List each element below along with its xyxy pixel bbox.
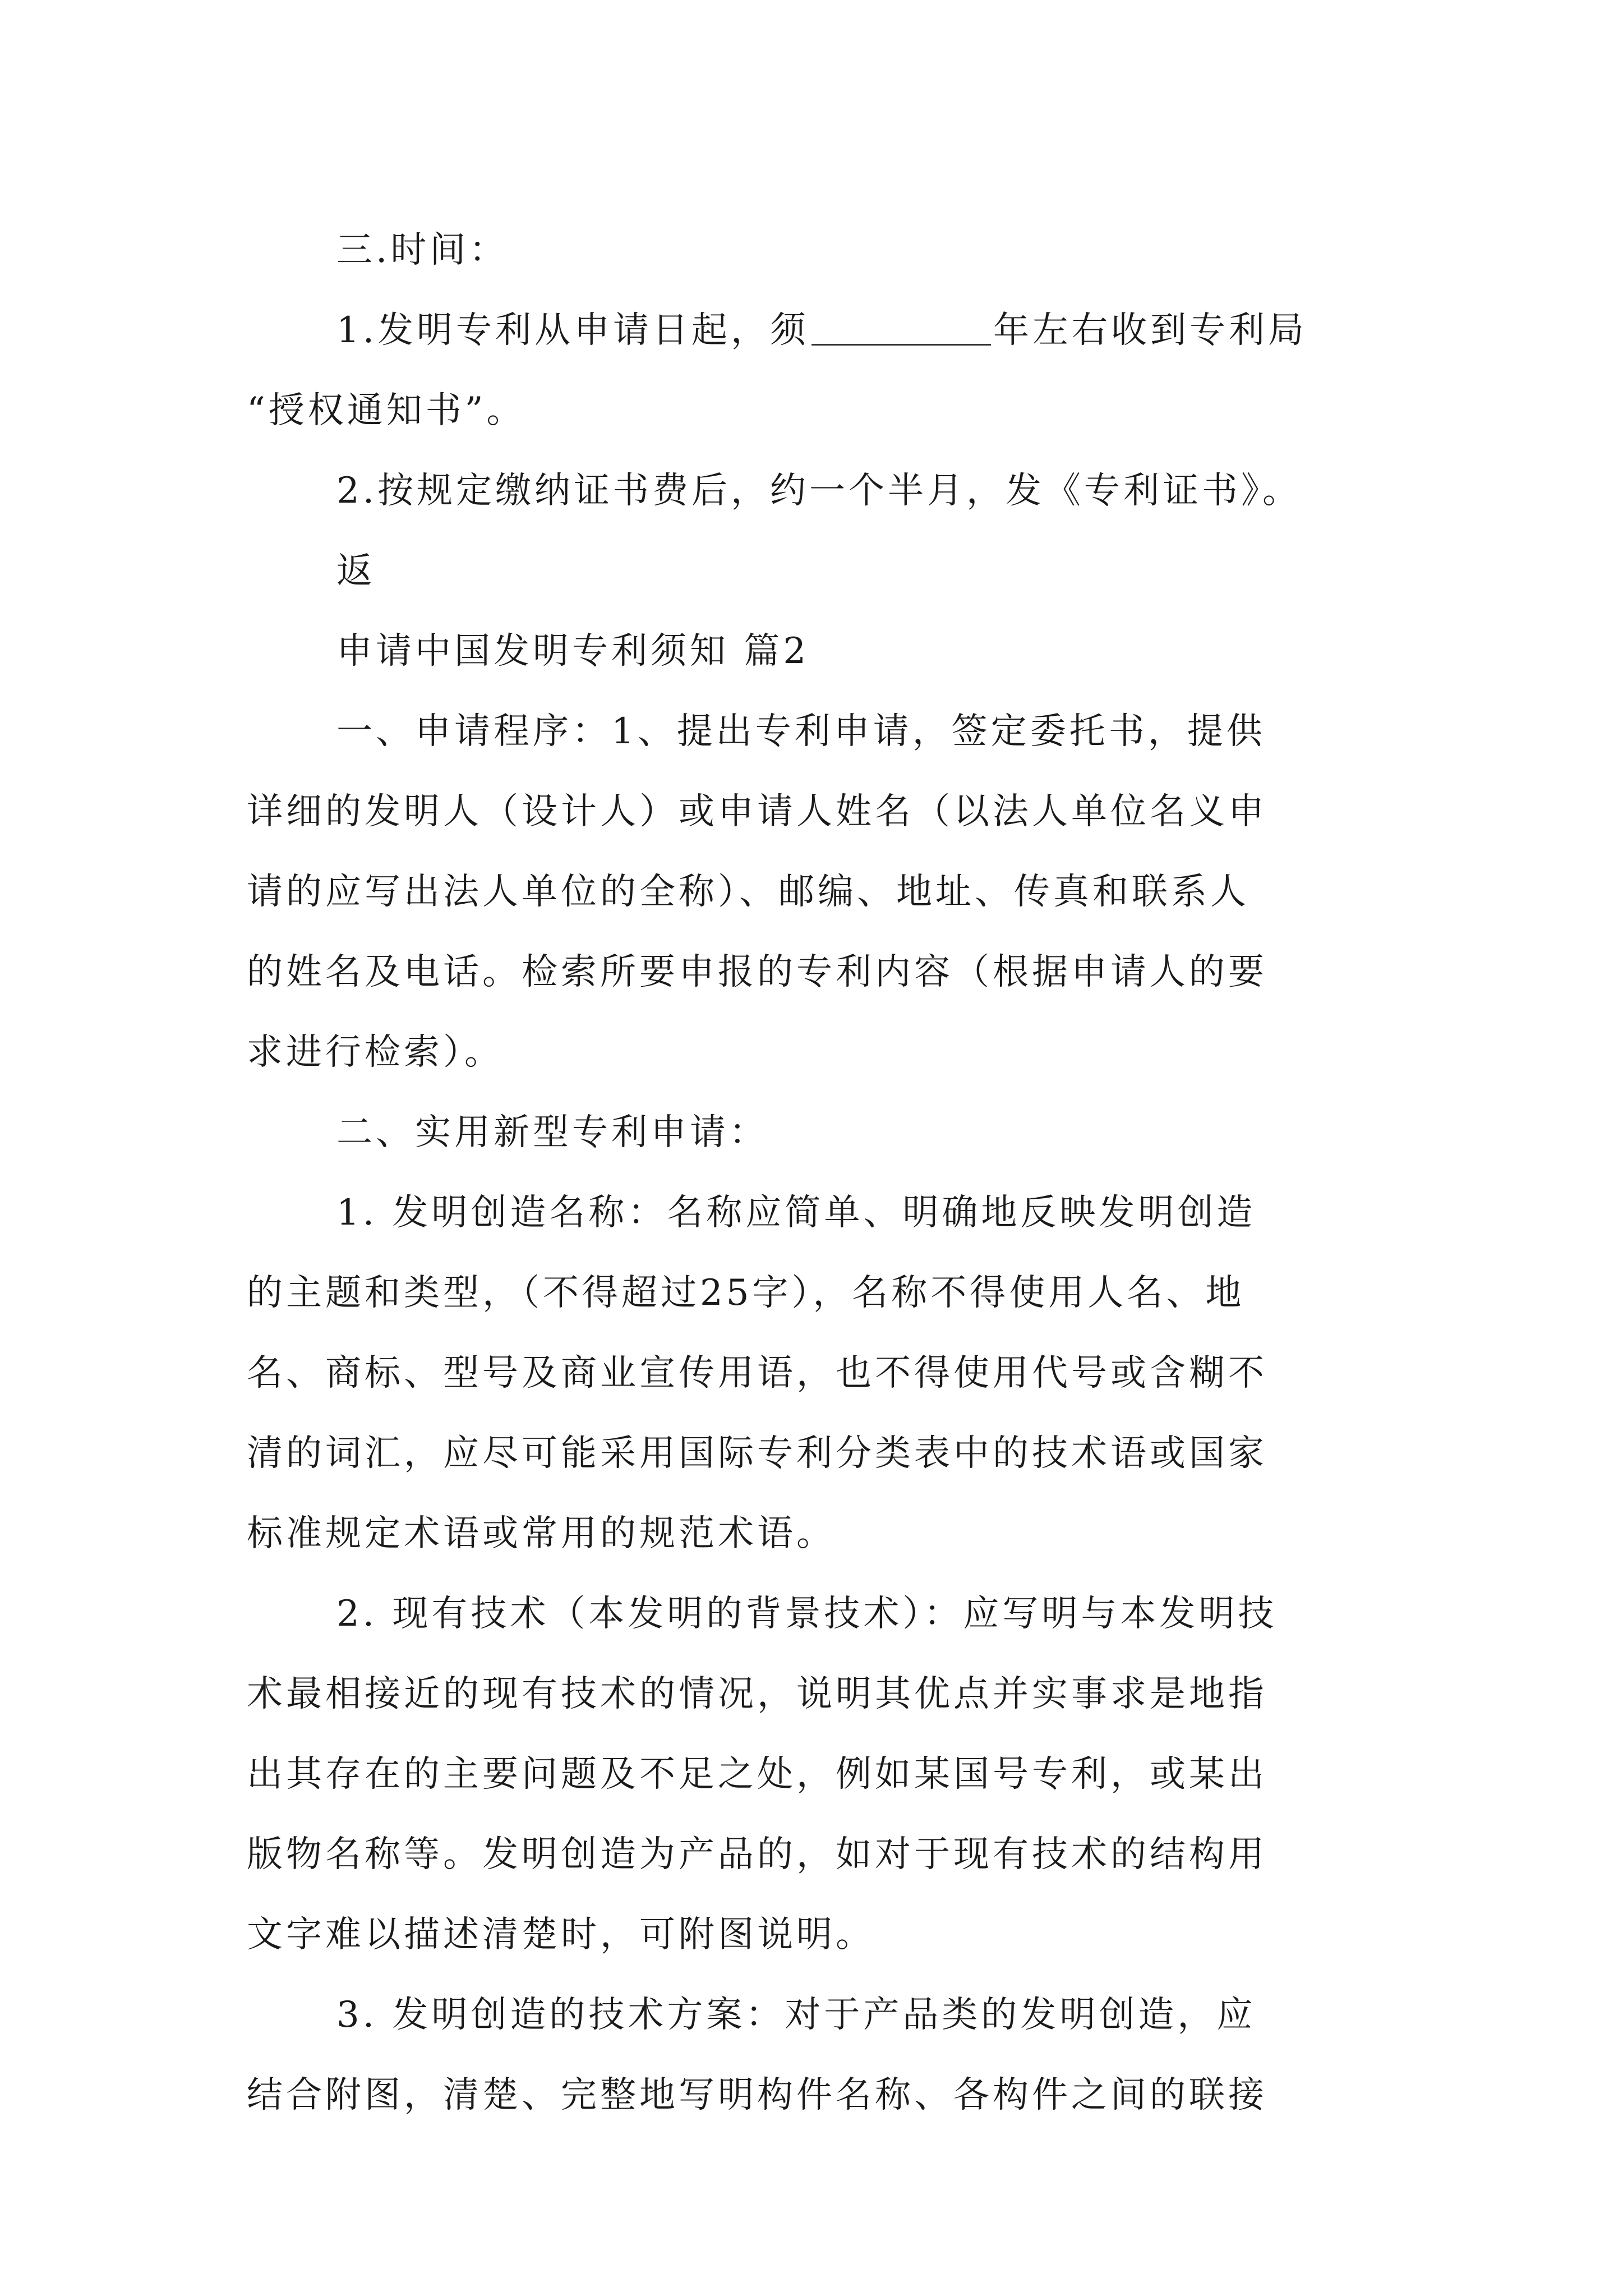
paragraph-line <box>247 692 1385 772</box>
paragraph-text: 2. 现有技术（本发明的背景技术）：应写明与本发明技 <box>336 1593 1278 1635</box>
paragraph-line <box>247 1815 1385 1895</box>
paragraph-line <box>247 1574 1385 1654</box>
paragraph-line <box>247 1013 1385 1093</box>
paragraph-text: 出其存在的主要问题及不足之处，例如某国号专利，或某出 <box>247 1754 1267 1795</box>
paragraph-text: 申请中国发明专利须知 篇2 <box>336 631 810 672</box>
paragraph-text: 一、申请程序：1、提出专利申请，签定委托书，提供 <box>336 711 1266 752</box>
paragraph-text: 详细的发明人（设计人）或申请人姓名（以法人单位名义申 <box>247 791 1267 832</box>
paragraph-line <box>247 1734 1385 1815</box>
fill-in-blank <box>811 310 991 346</box>
paragraph-line <box>247 1654 1385 1734</box>
paragraph-line <box>247 1494 1385 1574</box>
paragraph-text: 3. 发明创造的技术方案：对于产品类的发明创造，应 <box>336 1994 1256 2036</box>
paragraph-text: “授权通知书”。 <box>247 390 526 431</box>
paragraph-text: 术最相接近的现有技术的情况，说明其优点并实事求是地指 <box>247 1673 1267 1715</box>
paragraph-text: 年左右收到专利局 <box>993 310 1308 351</box>
paragraph-text: 返 <box>336 550 376 592</box>
paragraph-line <box>247 1895 1385 1975</box>
paragraph-text: 标准规定术语或常用的规范术语。 <box>247 1513 836 1554</box>
paragraph-line <box>247 451 1385 531</box>
paragraph-text: 请的应写出法人单位的全称）、邮编、地址、传真和联系人 <box>247 871 1249 913</box>
paragraph-text: 文字难以描述清楚时，可附图说明。 <box>247 1914 875 1955</box>
paragraph-line <box>247 1333 1385 1414</box>
paragraph-text: 三.时间： <box>336 229 509 271</box>
paragraph-text: 结合附图，清楚、完整地写明构件名称、各构件之间的联接 <box>247 2074 1267 2116</box>
paragraph-line <box>247 2055 1385 2136</box>
paragraph-text: 1. 发明创造名称：名称应简单、明确地反映发明创造 <box>336 1192 1256 1234</box>
paragraph-text: 求进行检索）。 <box>247 1032 504 1073</box>
paragraph-line <box>247 1253 1385 1333</box>
document-body <box>247 210 1385 2136</box>
paragraph-line <box>247 852 1385 932</box>
paragraph-text: 1.发明专利从申请日起，须 <box>336 310 810 351</box>
paragraph-text: 清的词汇，应尽可能采用国际专利分类表中的技术语或国家 <box>247 1433 1267 1474</box>
section-heading <box>247 1093 1385 1173</box>
paragraph-text: 二、实用新型专利申请： <box>336 1112 768 1153</box>
section-heading-time <box>247 210 1385 291</box>
paragraph-text: 版物名称等。发明创造为产品的，如对于现有技术的结构用 <box>247 1834 1267 1875</box>
paragraph-line <box>247 1414 1385 1494</box>
paragraph-line <box>247 371 1385 451</box>
paragraph-text: 的姓名及电话。检索所要申报的专利内容（根据申请人的要 <box>247 951 1267 993</box>
article-title <box>247 611 1385 692</box>
paragraph-line <box>247 1173 1385 1253</box>
paragraph-line <box>247 1975 1385 2055</box>
paragraph-line <box>247 772 1385 852</box>
paragraph-line <box>247 932 1385 1013</box>
paragraph-text: 的主题和类型，（不得超过25字），名称不得使用人名、地 <box>247 1272 1245 1314</box>
paragraph-line <box>247 531 1385 611</box>
paragraph-text: 2.按规定缴纳证书费后，约一个半月，发《专利证书》。 <box>336 470 1302 512</box>
paragraph-line <box>247 291 1385 371</box>
paragraph-text: 名、商标、型号及商业宣传用语，也不得使用代号或含糊不 <box>247 1352 1267 1394</box>
